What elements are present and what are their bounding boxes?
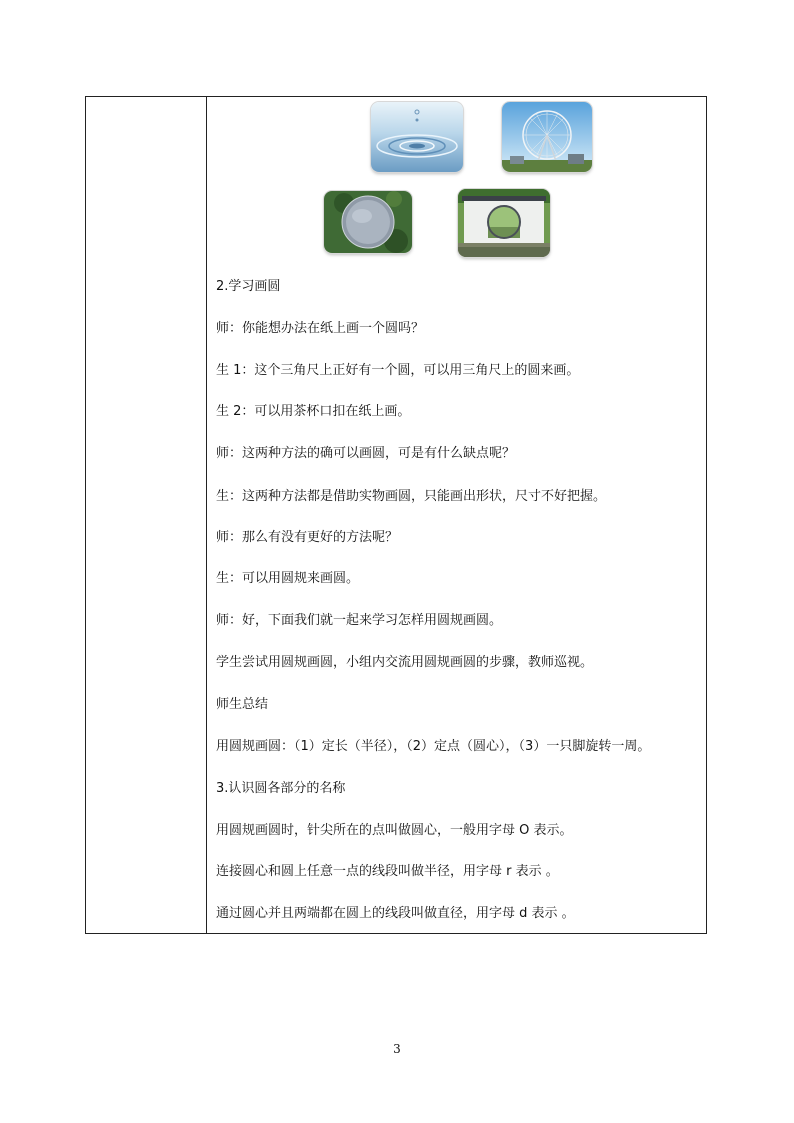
text-line: 生 2：可以用茶杯口扣在纸上画。 — [216, 404, 411, 419]
text-line: 师：你能想办法在纸上画一个圆吗？ — [216, 321, 425, 336]
ferris-wheel-photo — [502, 102, 592, 172]
text-line: 用圆规画圆时，针尖所在的点叫做圆心，一般用字母 O 表示。 — [216, 823, 573, 838]
text-line: 3.认识圆各部分的名称 — [216, 781, 346, 796]
text-line: 学生尝试用圆规画圆，小组内交流用圆规画圆的步骤，教师巡视。 — [216, 655, 594, 670]
text-line: 生：这两种方法都是借助实物画圆，只能画出形状，尺寸不好把握。 — [216, 489, 607, 504]
text-line: 生：可以用圆规来画圆。 — [216, 571, 360, 586]
text-line: 师生总结 — [216, 697, 269, 712]
text-line: 师：那么有没有更好的方法呢？ — [216, 530, 399, 545]
text-line: 师：好，下面我们就一起来学习怎样用圆规画圆。 — [216, 613, 503, 628]
page-number: 3 — [393, 1042, 401, 1056]
aerial-round-photo — [324, 191, 412, 253]
text-line: 通过圆心并且两端都在圆上的线段叫做直径，用字母 d 表示 。 — [216, 906, 575, 921]
text-line: 用圆规画圆：（1）定长（半径），（2）定点（圆心），（3）一只脚旋转一周。 — [216, 739, 651, 754]
text-line: 2.学习画圆 — [216, 279, 281, 294]
moon-gate-photo — [458, 189, 550, 257]
text-line: 生 1：这个三角尺上正好有一个圆，可以用三角尺上的圆来画。 — [216, 363, 580, 378]
lesson-table — [85, 96, 707, 934]
text-line: 连接圆心和圆上任意一点的线段叫做半径，用字母 r 表示 。 — [216, 864, 559, 879]
column-divider — [206, 97, 207, 933]
water-ripple-photo — [371, 102, 463, 172]
text-line: 师：这两种方法的确可以画圆，可是有什么缺点呢？ — [216, 446, 516, 461]
